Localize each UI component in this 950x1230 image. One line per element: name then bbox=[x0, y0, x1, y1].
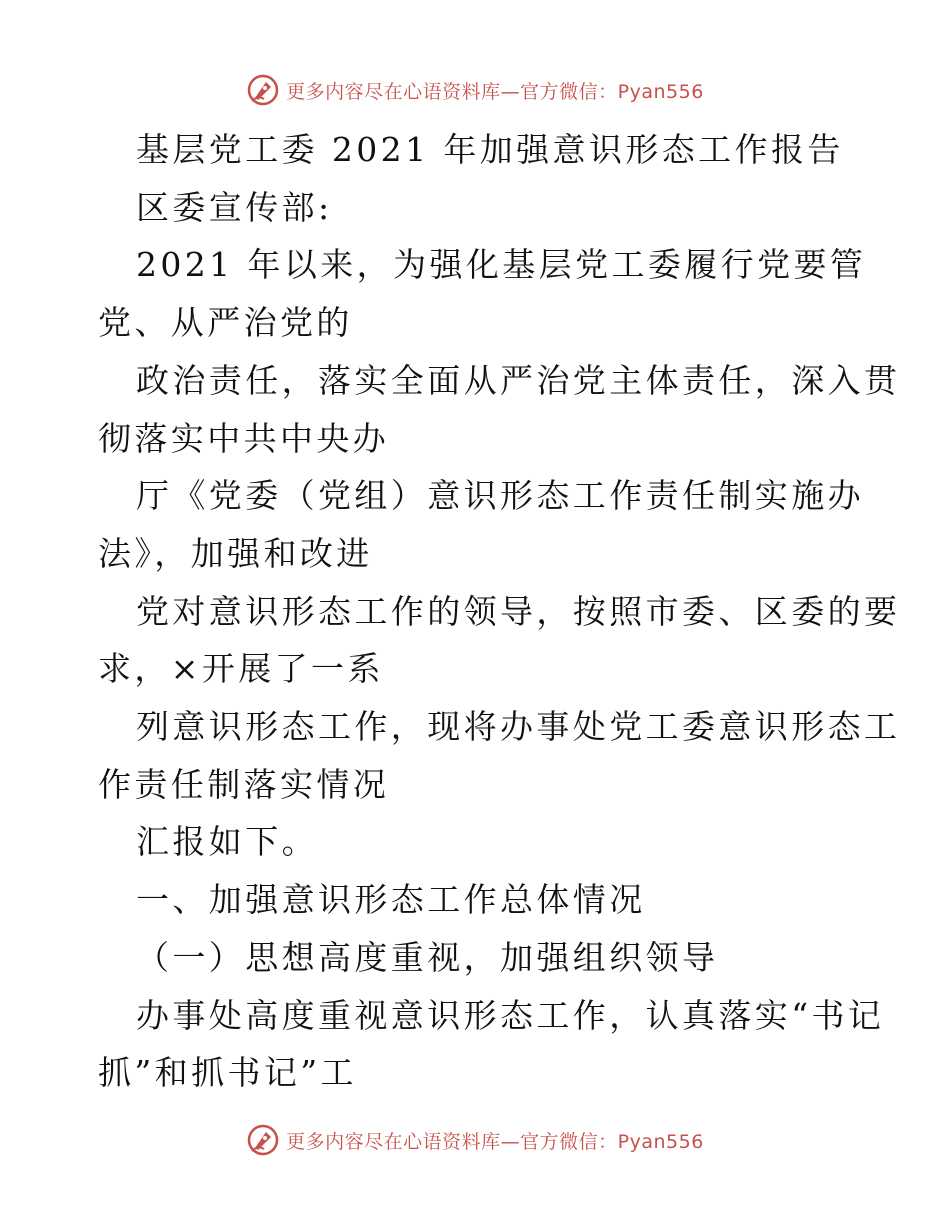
paragraph-line: 厅《党委（党组）意识形态工作责任制实施办 bbox=[136, 476, 864, 516]
pen-nib-icon bbox=[246, 1123, 280, 1157]
document-recipient: 区委宣传部: bbox=[136, 187, 333, 227]
paragraph-line: 汇报如下。 bbox=[136, 822, 318, 862]
paragraph-line: 彻落实中共中央办 bbox=[98, 418, 390, 458]
pen-nib-icon bbox=[246, 73, 280, 107]
paragraph-line: 党、从严治党的 bbox=[98, 303, 353, 343]
paragraph-line: 2021 年以来，为强化基层党工委履行党要管 bbox=[136, 245, 867, 285]
paragraph-line: 抓”和抓书记”工 bbox=[98, 1053, 357, 1093]
paragraph-line: 作责任制落实情况 bbox=[98, 764, 390, 804]
paragraph-line: 政治责任，落实全面从严治党主体责任，深入贯 bbox=[136, 360, 901, 400]
footer-banner-inner bbox=[246, 1123, 704, 1157]
document-body bbox=[98, 121, 901, 1102]
paragraph-line: 党对意识形态工作的领导，按照市委、区委的要 bbox=[136, 591, 901, 631]
paragraph-line: 列意识形态工作，现将办事处党工委意识形态工 bbox=[136, 707, 901, 747]
paragraph-line: 法》，加强和改进 bbox=[98, 533, 373, 573]
header-banner-text: 更多内容尽在心语资料库—官方微信：Pyan556 bbox=[286, 80, 704, 103]
paragraph-line: 求，×开展了一系 bbox=[98, 649, 384, 689]
header-banner-inner bbox=[246, 73, 704, 107]
header-banner bbox=[0, 70, 950, 110]
footer-banner bbox=[0, 1120, 950, 1160]
section-heading: 一、加强意识形态工作总体情况 bbox=[136, 880, 646, 920]
document-title: 基层党工委 2021 年加强意识形态工作报告 bbox=[136, 130, 844, 169]
paragraph-line: 办事处高度重视意识形态工作，认真落实“书记 bbox=[136, 995, 885, 1035]
subsection-heading: （一）思想高度重视，加强组织领导 bbox=[136, 937, 719, 977]
footer-banner-text: 更多内容尽在心语资料库—官方微信：Pyan556 bbox=[286, 1130, 704, 1153]
